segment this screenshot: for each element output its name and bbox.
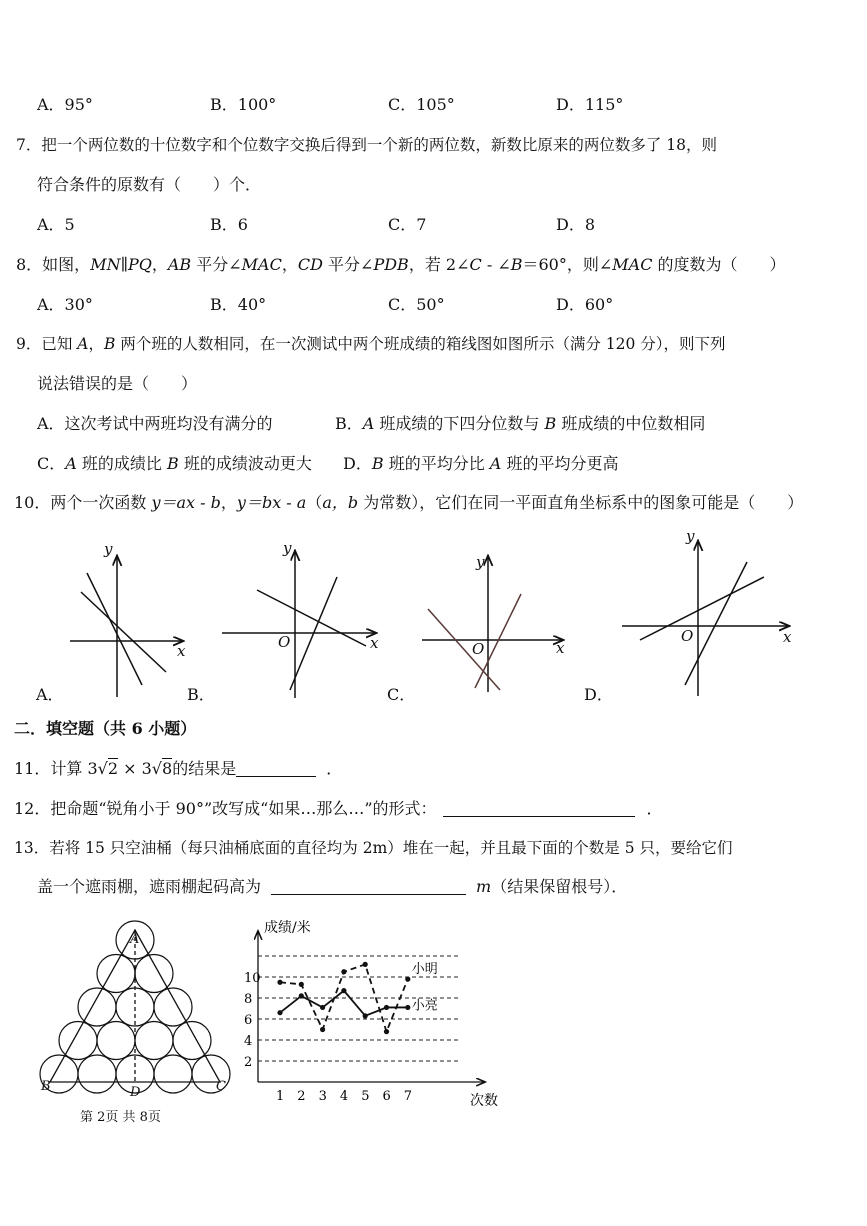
point-d-label: D (130, 1085, 141, 1100)
axis-x-label: x (177, 642, 186, 660)
q9-class-b: B (371, 454, 384, 473)
q10-function-1: y＝ax - b (151, 493, 221, 512)
q7-option-a: A．5 (37, 215, 75, 234)
q11-answer-blank[interactable] (236, 760, 316, 777)
q8-angle-c: C (469, 255, 482, 274)
q11-radicand-2: 8 (162, 759, 173, 778)
q9-text: 班成绩的下四分位数与 (374, 414, 545, 433)
q8-angle-mac: MAC (241, 255, 282, 274)
axis-y-label: y (476, 553, 485, 571)
q11-end: ． (326, 759, 343, 778)
q10-graphs (0, 520, 867, 720)
q11-text: 的结果是 (172, 759, 237, 778)
axis-x-label: x (370, 634, 379, 652)
q8-minus: - ∠ (481, 255, 511, 274)
q13-stem-line2 (37, 877, 627, 897)
series-label: 小亮 (411, 998, 438, 1014)
data-point (384, 1005, 389, 1010)
series-label: 小明 (411, 962, 438, 978)
q12-text: 12．把命题“锐角小于 90°”改写成“如果…那么…”的形式： (14, 799, 437, 818)
q8-sep: ， (151, 255, 168, 274)
q9-option-b (335, 414, 705, 434)
q11-radicand-1: 2 (107, 759, 119, 778)
q10-stem (14, 493, 803, 513)
q10-text: 为常数），它们在同一平面直角坐标系中的图象可能是（ ） (358, 493, 804, 512)
q8-option-d: D．60° (556, 295, 614, 314)
sqrt-symbol: √ (97, 759, 108, 778)
q13-stem-line1: 13．若将 15 只空油桶（每只油桶底面的直径均为 2m）堆在一起，并且最下面的个数是 5 只，要给它们 (14, 839, 733, 857)
q9-stem-line2: 说法错误的是（ ） (37, 374, 198, 393)
data-point (363, 962, 368, 967)
q9-text: 班的成绩波动更大 (178, 454, 312, 473)
q9-class-a: A (77, 335, 89, 353)
q9-option-d (343, 454, 618, 474)
data-point (299, 982, 304, 987)
axis-x-label: x (783, 628, 792, 646)
data-point (277, 980, 282, 985)
data-point (341, 988, 346, 993)
q13-unit: m (476, 877, 492, 896)
q9-text: 班的平均分比 (383, 454, 490, 473)
q8-option-b: B．40° (210, 295, 267, 314)
q11-stem (14, 759, 342, 779)
chart-y-tick: 4 (244, 1034, 253, 1049)
q8-cd: CD (297, 255, 323, 274)
oil-barrel-circle (78, 1055, 116, 1093)
q8-parallel: MN∥PQ (90, 255, 152, 274)
q7-stem-line1: 7．把一个两位数的十位数字和个位数字交换后得到一个新的两位数，新数比原来的两位数多了 18，则 (16, 136, 718, 154)
q9-text: ， (88, 335, 105, 353)
chart-x-tick: 1 (276, 1089, 285, 1104)
q12-stem (14, 799, 663, 819)
q8-bisects: 平分∠ (322, 255, 374, 274)
line-1 (87, 573, 142, 685)
graph-d (622, 542, 788, 696)
chart-y-tick: 10 (244, 971, 261, 986)
data-point (405, 977, 410, 982)
q10-function-2: y＝bx - a (236, 493, 307, 512)
chart-y-tick: 2 (244, 1055, 253, 1070)
q10-constants: a，b (322, 493, 359, 512)
data-point (320, 1005, 325, 1010)
data-point (277, 1010, 282, 1015)
chart-y-tick: 6 (244, 1013, 253, 1028)
data-point (299, 993, 304, 998)
q9-text: 两个班的人数相同，在一次测试中两个班成绩的箱线图如图所示（满分 120 分），则下列 (115, 335, 726, 353)
q6-option-c: C．105° (388, 95, 455, 114)
graph-label-d: D． (584, 685, 613, 704)
q8-equals: ＝60°，则∠ (522, 255, 613, 274)
q11-text: × 3 (118, 759, 152, 778)
chart-x-tick: 3 (318, 1089, 327, 1104)
q10-text: 10．两个一次函数 (14, 493, 152, 512)
chart-y-tick: 8 (244, 992, 253, 1007)
q9-text: C． (37, 454, 66, 473)
q7-option-b: B．6 (210, 215, 248, 234)
line-2 (81, 592, 166, 672)
graph-label-b: B． (187, 685, 215, 704)
oil-barrel-circle (59, 1022, 97, 1060)
q9-class-a: A (489, 454, 502, 473)
origin-label: O (472, 640, 485, 658)
line-1 (428, 609, 500, 690)
q7-stem-line2: 符合条件的原数有（ ）个． (37, 175, 262, 194)
oil-barrel-circle (154, 988, 192, 1026)
point-b-label: B (41, 1079, 51, 1094)
q10-text: ， (220, 493, 237, 512)
q12-answer-blank[interactable] (443, 800, 635, 817)
q8-angle-b: B (510, 255, 523, 274)
graph-label-c: C． (387, 685, 416, 704)
q8-ab: AB (167, 255, 192, 274)
q9-text: 班的平均分更高 (501, 454, 619, 473)
q8-option-a: A．30° (37, 295, 93, 314)
q7-option-c: C．7 (388, 215, 427, 234)
q9-option-c (37, 454, 312, 474)
origin-label: O (278, 633, 291, 651)
oil-barrel-circle (154, 1055, 192, 1093)
q8-stem (16, 255, 786, 275)
q8-option-c: C．50° (388, 295, 445, 314)
chart-x-tick: 2 (297, 1089, 306, 1104)
oil-barrel-circle (97, 1022, 135, 1060)
q9-stem-line1 (16, 334, 726, 354)
data-point (341, 969, 346, 974)
q13-text: （结果保留根号）． (491, 877, 628, 896)
axis-y-label: y (104, 540, 113, 558)
chart-x-label: 次数 (470, 1093, 498, 1109)
q9-class-a: A (65, 454, 77, 473)
q13-answer-blank[interactable] (271, 878, 466, 895)
chart-x-tick: 5 (361, 1089, 370, 1104)
graph-a (70, 557, 182, 697)
q8-sep: ， (281, 255, 298, 274)
q6-option-d: D．115° (556, 95, 624, 114)
q8-bisects: 平分∠ (191, 255, 242, 274)
axis-y-label: y (686, 527, 695, 545)
q6-option-b: B．100° (210, 95, 277, 114)
q12-end: ． (646, 799, 663, 818)
page-footer: 第 2页 共 8页 (80, 1110, 161, 1125)
axis-y-label: y (283, 539, 292, 557)
data-point (384, 1029, 389, 1034)
oil-barrel-circle (173, 1022, 211, 1060)
chart-y-label: 成绩/米 (264, 920, 311, 936)
q8-prefix: 8．如图， (16, 255, 91, 274)
line-2 (685, 562, 747, 685)
sqrt-symbol: √ (151, 759, 162, 778)
chart-x-tick: 6 (382, 1089, 391, 1104)
q9-text: B． (335, 414, 363, 433)
point-c-label: C (216, 1079, 226, 1094)
q8-condition: ，若 2∠ (408, 255, 470, 274)
graph-b (222, 552, 375, 698)
q9-text: 班的成绩比 (76, 454, 167, 473)
chart-x-tick: 4 (339, 1089, 349, 1104)
q11-text: 11．计算 3 (14, 759, 98, 778)
q8-tail: 的度数为（ ） (652, 255, 786, 274)
q6-option-a: A．95° (37, 95, 93, 114)
graph-label-a: A． (36, 685, 64, 704)
oil-barrel-circle (78, 988, 116, 1026)
q7-option-d: D．8 (556, 215, 596, 234)
data-point (320, 1027, 325, 1032)
data-point (405, 1005, 410, 1010)
line-1 (640, 577, 764, 640)
q9-text: 9．已知 (16, 335, 78, 353)
axis-x-label: x (556, 639, 565, 657)
q9-class-b: B (544, 414, 557, 433)
q9-class-b: B (104, 335, 116, 353)
q9-text: D． (343, 454, 372, 473)
graph-c (422, 557, 562, 692)
q8-angle-mac: MAC (612, 255, 653, 274)
q10-text: （ (306, 493, 323, 512)
point-a-label: A (130, 932, 140, 947)
q9-option-a: A．这次考试中两班均没有满分的 (37, 414, 273, 433)
q9-class-b: B (167, 454, 179, 473)
data-point (363, 1013, 368, 1018)
q9-class-a: A (362, 414, 375, 433)
q9-text: 班成绩的中位数相同 (556, 414, 706, 433)
oil-barrel-circle (135, 1022, 173, 1060)
section-2-title: 二．填空题（共 6 小题） (14, 719, 197, 738)
origin-label: O (681, 627, 694, 645)
q8-angle-pdb: PDB (373, 255, 409, 274)
q13-text: 盖一个遮雨棚，遮雨棚起码高为 (37, 877, 262, 896)
chart-x-tick: 7 (403, 1089, 413, 1104)
score-line-chart (244, 912, 510, 1112)
